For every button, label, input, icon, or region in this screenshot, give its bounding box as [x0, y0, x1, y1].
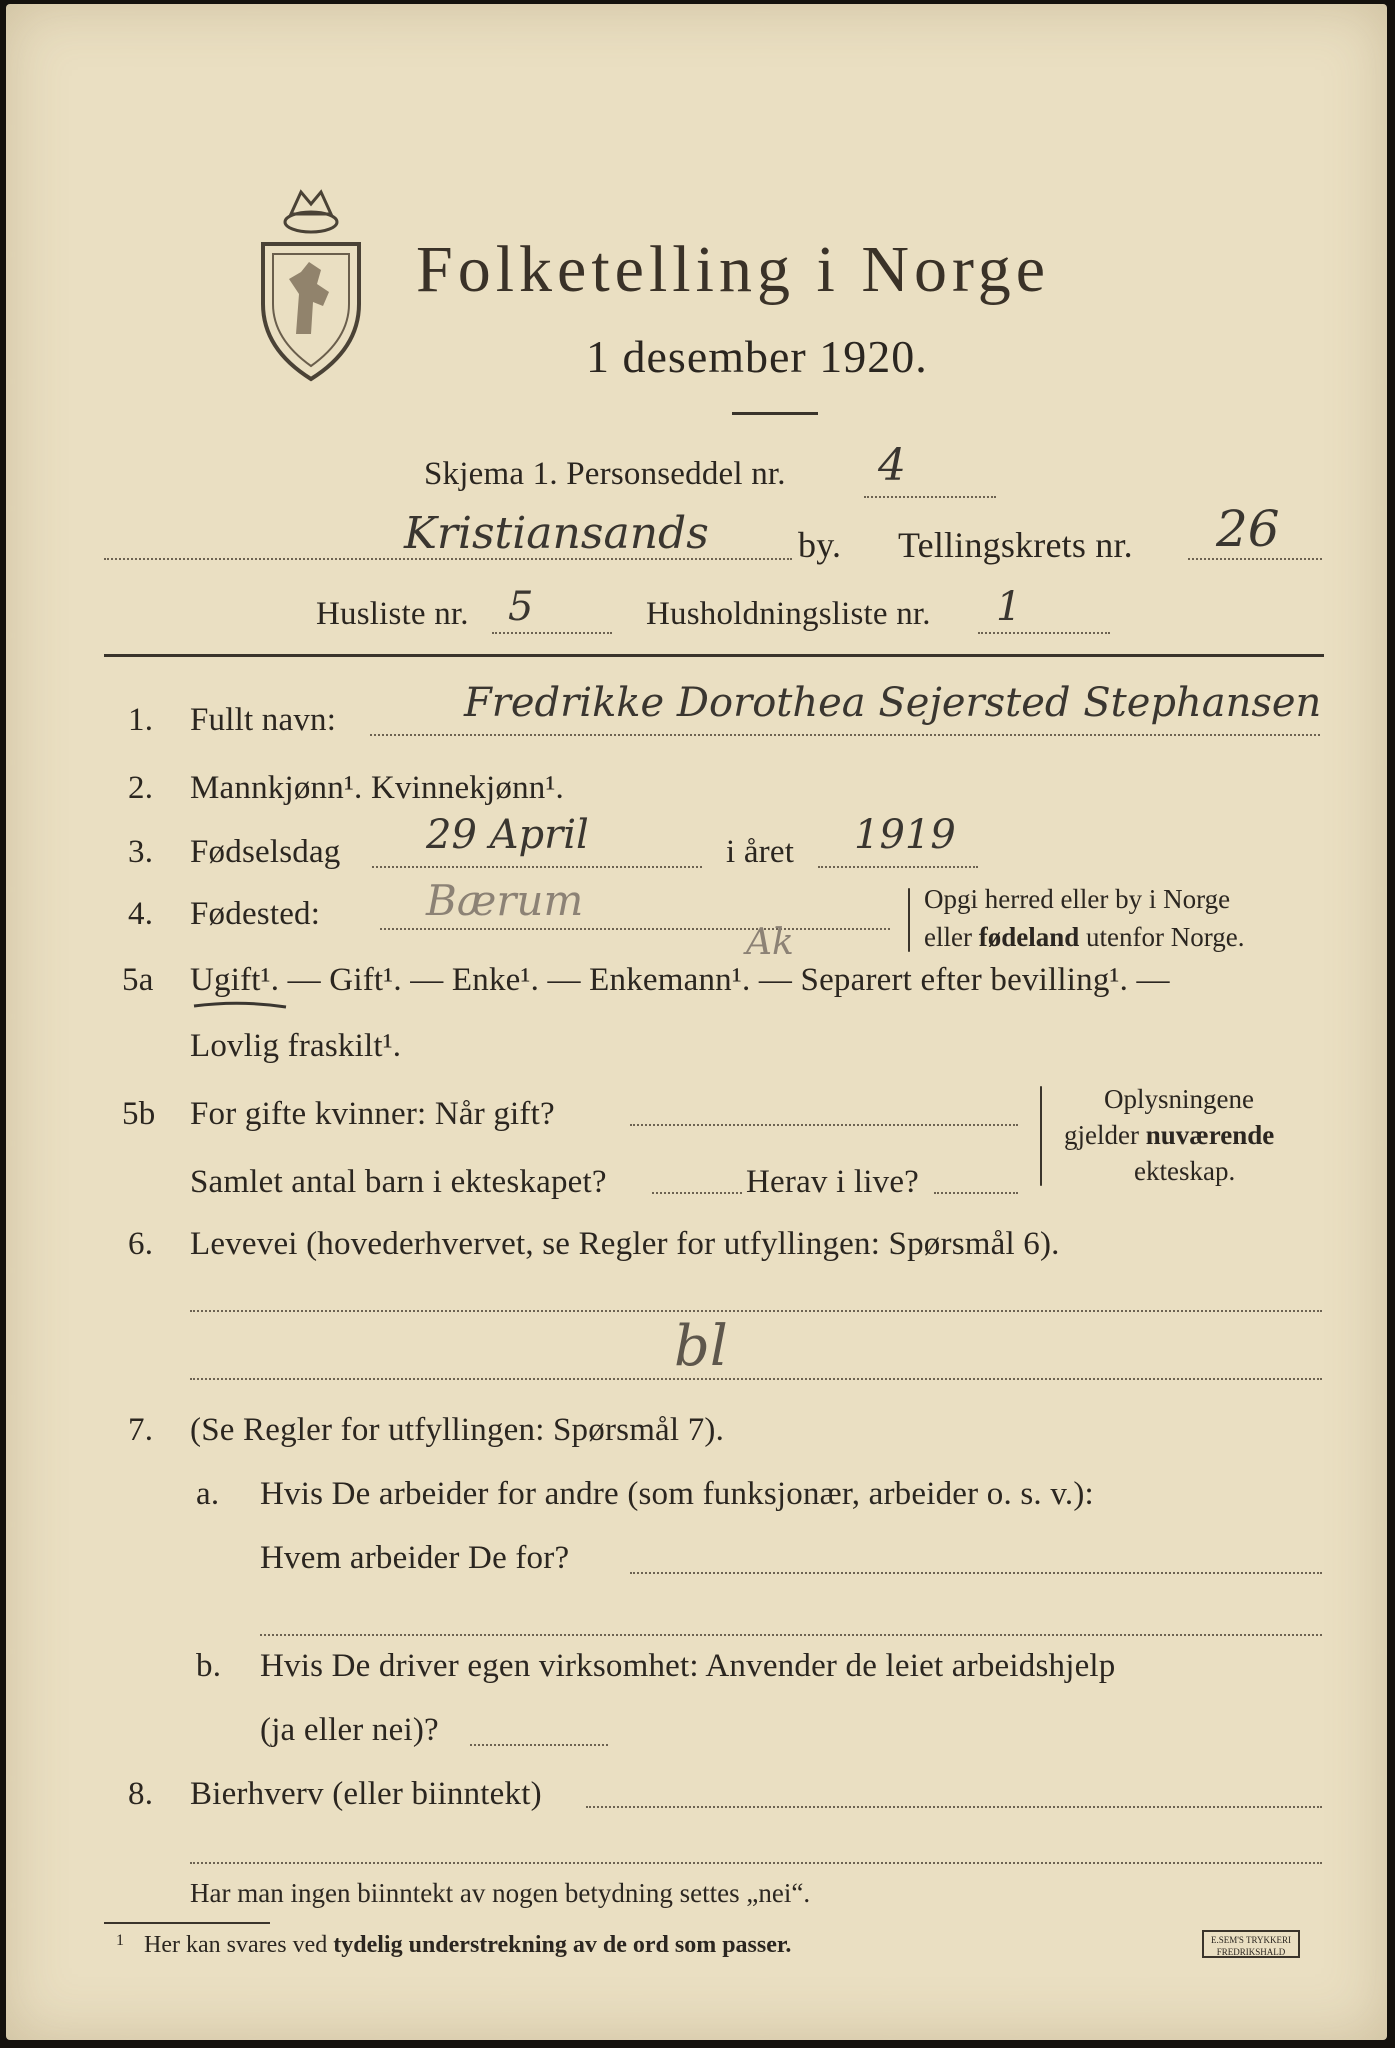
q4-note-bracket [908, 888, 910, 952]
q5b-note-line2: gjelder nuværende [1064, 1120, 1275, 1150]
footnote: $^1$ Her kan svares ved tydelig understrekning av de ord som passer. [116, 1932, 792, 1958]
q3-birth-year[interactable]: 1919 [854, 812, 956, 858]
q7a-text: Hvis De arbeider for andre (som funksjonær, arbeider o. s. v.): [260, 1476, 1094, 1512]
q8-number: 8. [128, 1776, 154, 1812]
husholdningsliste-value-line [978, 632, 1110, 634]
q5b-children-line [652, 1192, 742, 1194]
q4-note-line2: eller fødeland utenfor Norge. [924, 922, 1245, 952]
city-value[interactable]: Kristiansands [404, 508, 709, 559]
q5b-number: 5b [122, 1096, 156, 1132]
q4-note-line1: Opgi herred eller by i Norge [924, 884, 1231, 914]
q4-number: 4. [128, 896, 154, 932]
q5b-note-line3: ekteskap. [1134, 1156, 1236, 1186]
q5a-number: 5a [122, 962, 154, 998]
footnote-divider [104, 1922, 270, 1924]
norway-coat-of-arms-icon [251, 184, 371, 384]
krets-label: Tellingskrets nr. [898, 525, 1133, 565]
census-form-page [6, 4, 1387, 2040]
q7b-yesno-line [470, 1744, 608, 1746]
q5b-children-label: Samlet antal barn i ekteskapet? [190, 1164, 607, 1200]
q5b-alive-line [934, 1192, 1018, 1194]
q8-label: Bierhverv (eller biinntekt) [190, 1776, 542, 1812]
krets-value-line [1188, 558, 1322, 560]
schema-value-line [864, 496, 996, 498]
q6-label: Levevei (hovederhvervet, se Regler for utfyllingen: Spørsmål 6). [190, 1226, 1060, 1262]
q3-number: 3. [128, 834, 154, 870]
q5b-label: For gifte kvinner: Når gift? [190, 1096, 555, 1132]
q3-label: Fødselsdag [190, 834, 341, 870]
form-title: Folketelling i Norge [416, 233, 1051, 306]
q7a-extra-line [260, 1634, 1322, 1636]
q2-gender-options[interactable]: Mannkjønn¹. Kvinnekjønn¹. [190, 770, 565, 806]
q1-label: Fullt navn: [190, 702, 337, 738]
q3-birth-day[interactable]: 29 April [426, 812, 589, 858]
q5a-label-line2[interactable]: Lovlig fraskilt¹. [190, 1028, 402, 1064]
q1-value-line [370, 734, 1320, 736]
header-divider [104, 654, 1324, 657]
q1-full-name[interactable]: Fredrikke Dorothea Sejersted Stephansen [464, 680, 1322, 726]
q8-line2 [190, 1862, 1322, 1864]
q6-annotation: bl [674, 1314, 728, 1379]
q7b-text: Hvis De driver egen virksomhet: Anvender de leiet arbeidshjelp [260, 1648, 1116, 1684]
q6-line2 [190, 1378, 1322, 1380]
q2-number: 2. [128, 770, 154, 806]
q8-line1 [586, 1806, 1322, 1808]
q4-birthplace[interactable]: Bærum [426, 876, 584, 925]
q5a-annotation: Ak [746, 922, 794, 963]
krets-value[interactable]: 26 [1216, 500, 1280, 558]
ugift-underline-mark [190, 998, 290, 1012]
husholdningsliste-label: Husholdningsliste nr. [646, 596, 931, 632]
husholdningsliste-value[interactable]: 1 [996, 584, 1022, 630]
husliste-value-line [492, 632, 612, 634]
q3-value-line [372, 866, 702, 868]
q3-year-line [818, 866, 978, 868]
q5b-note-line1: Oplysningene [1104, 1084, 1254, 1114]
q7-number: 7. [128, 1412, 154, 1448]
by-label: by. [798, 525, 842, 565]
q5b-alive-label: Herav i live? [746, 1164, 920, 1200]
title-divider [732, 412, 818, 415]
schema-label: Skjema 1. Personseddel nr. [424, 456, 786, 492]
q5b-married-line [630, 1124, 1018, 1126]
q3-year-label: i året [726, 834, 795, 870]
q5b-note-bracket [1040, 1086, 1042, 1186]
q5a-marital-options[interactable]: Ugift¹. — Gift¹. — Enke¹. — Enkemann¹. — Separert efter bevilling¹. — [190, 962, 1170, 998]
biinntekt-note: Har man ingen biinntekt av nogen betydning settes „nei“. [190, 1878, 811, 1908]
q7b-letter: b. [196, 1648, 222, 1684]
q4-label: Fødested: [190, 896, 321, 932]
q4-value-line [380, 928, 890, 930]
q6-line1 [190, 1310, 1322, 1312]
q7a-employer-line [630, 1572, 1322, 1574]
q7-label: (Se Regler for utfyllingen: Spørsmål 7). [190, 1412, 725, 1448]
husliste-value[interactable]: 5 [508, 584, 534, 630]
census-date: 1 desember 1920. [586, 331, 928, 382]
printer-mark: E.SEM'S TRYKKERI FREDRIKSHALD [1202, 1930, 1300, 1958]
q7a-letter: a. [196, 1476, 220, 1512]
q7a-employer-label: Hvem arbeider De for? [260, 1540, 570, 1576]
q7b-yesno-label: (ja eller nei)? [260, 1712, 439, 1748]
husliste-label: Husliste nr. [316, 596, 469, 632]
q6-number: 6. [128, 1226, 154, 1262]
q1-number: 1. [128, 702, 154, 738]
schema-value[interactable]: 4 [878, 440, 906, 491]
